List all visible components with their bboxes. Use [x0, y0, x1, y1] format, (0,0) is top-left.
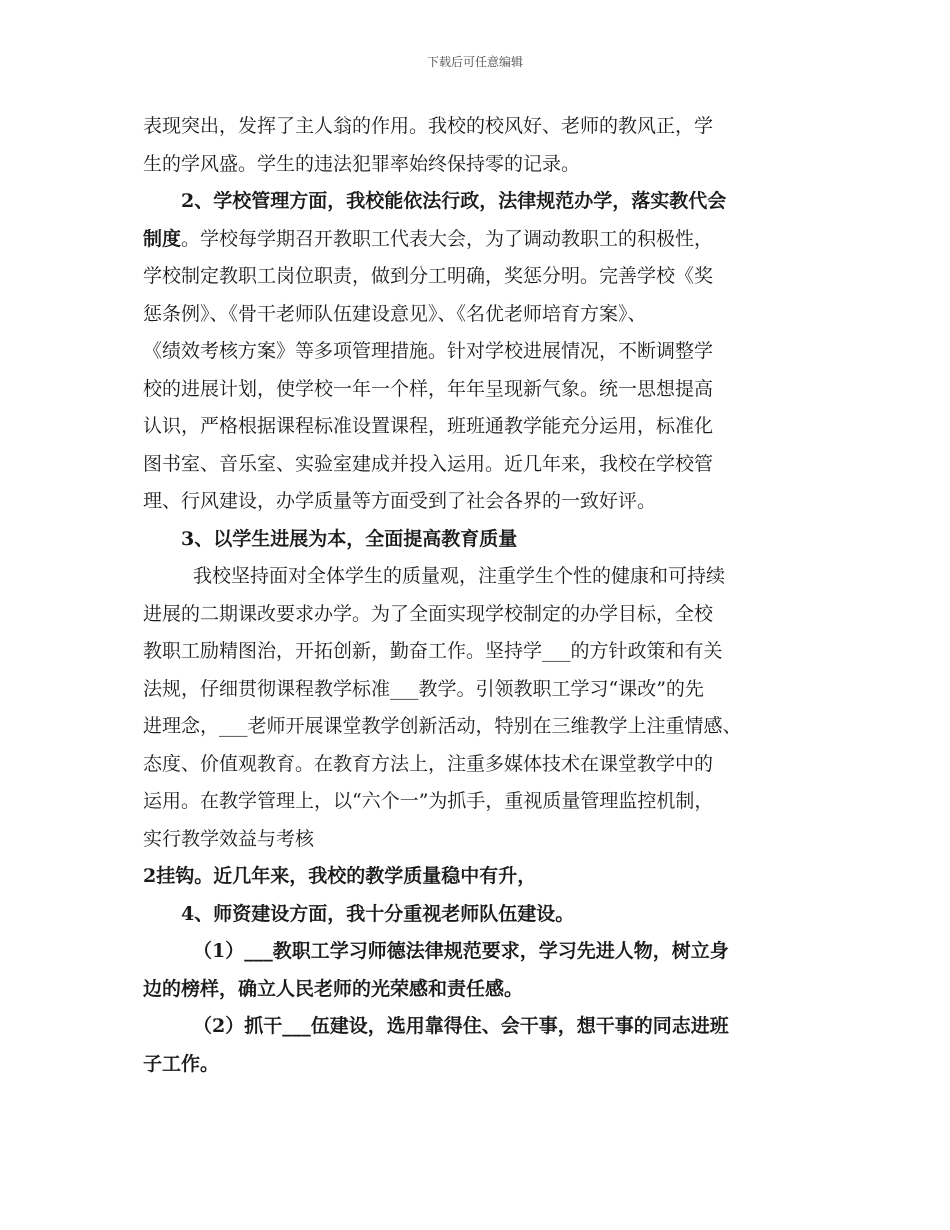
- text-line: 认识，严格根据课程标准设置课程，班班通教学能充分运用，标准化: [143, 415, 714, 437]
- text-line: 教职工励精图治，开拓创新，勤奋工作。坚持学___的方针政策和有关: [143, 640, 723, 662]
- text-line: [143, 221, 823, 259]
- text-line: 《绩效考核方案》等多项管理措施。针对学校进展情况，不断调整学: [143, 340, 714, 362]
- text-line: 进理念，___老师开展课堂教学创新活动，特别在三维教学上注重情感、: [143, 715, 742, 737]
- text-line-bold: 子工作。: [143, 1052, 220, 1075]
- text-span: 。学校每学期召开教职工代表大会，为了调动教职工的积极性，: [181, 227, 714, 250]
- text-line: 实行教学效益与考核: [143, 827, 315, 850]
- text-line-bold: （1）___教职工学习师德法律规范要求，学习先进人物，树立身: [193, 940, 729, 962]
- section-heading: 2、学校管理方面，我校能依法行政，法律规范办学，落实教代会: [181, 190, 727, 212]
- text-line-bold: （2）抓干___伍建设，选用靠得住、会干事，想干事的同志进班: [193, 1015, 729, 1037]
- text-line: 理、行风建设，办学质量等方面受到了社会各界的一致好评。: [143, 490, 657, 512]
- text-line: 我校坚持面对全体学生的质量观，注重学生个性的健康和可持续: [193, 565, 726, 587]
- text-line: 运用。在教学管理上，以“六个一”为抓手，重视质量管理监控机制，: [143, 790, 714, 812]
- text-line: 校的进展计划，使学校一年一个样，年年呈现新气象。统一思想提高: [143, 377, 714, 400]
- text-line: 法规，仔细贯彻课程教学标准___教学。引领教职工学习“课改”的先: [143, 677, 704, 700]
- document-body: [143, 108, 823, 1083]
- text-line-bold: 2挂钩。近几年来，我校的教学质量稳中有升，: [143, 865, 537, 887]
- section-heading: 4、师资建设方面，我十分重视老师队伍建设。: [181, 902, 575, 925]
- text-line: 惩条例》、《骨干老师队伍建设意见》、《名优老师培育方案》、: [143, 302, 647, 325]
- page-header: 下载后可任意编辑: [426, 55, 523, 69]
- text-line: 图书室、音乐室、实验室建成并投入运用。近几年来，我校在学校管: [143, 452, 714, 475]
- section-heading: 3、以学生进展为本，全面提高教育质量: [181, 527, 518, 550]
- bold-text: 制度: [143, 227, 182, 250]
- text-line: 进展的二期课改要求办学。为了全面实现学校制定的办学目标，全校: [143, 602, 714, 625]
- text-line: 生的学风盛。学生的违法犯罪率始终保持零的记录。: [143, 152, 581, 175]
- text-line: 表现突出，发挥了主人翁的作用。我校的校风好、老师的教风正，学: [143, 115, 714, 137]
- text-line: 态度、价值观教育。在教育方法上，注重多媒体技术在课堂教学中的: [143, 752, 714, 775]
- text-line: 学校制定教职工岗位职责，做到分工明确，奖惩分明。完善学校《奖: [143, 265, 714, 287]
- text-line-bold: 边的榜样，确立人民老师的光荣感和责任感。: [143, 977, 524, 1000]
